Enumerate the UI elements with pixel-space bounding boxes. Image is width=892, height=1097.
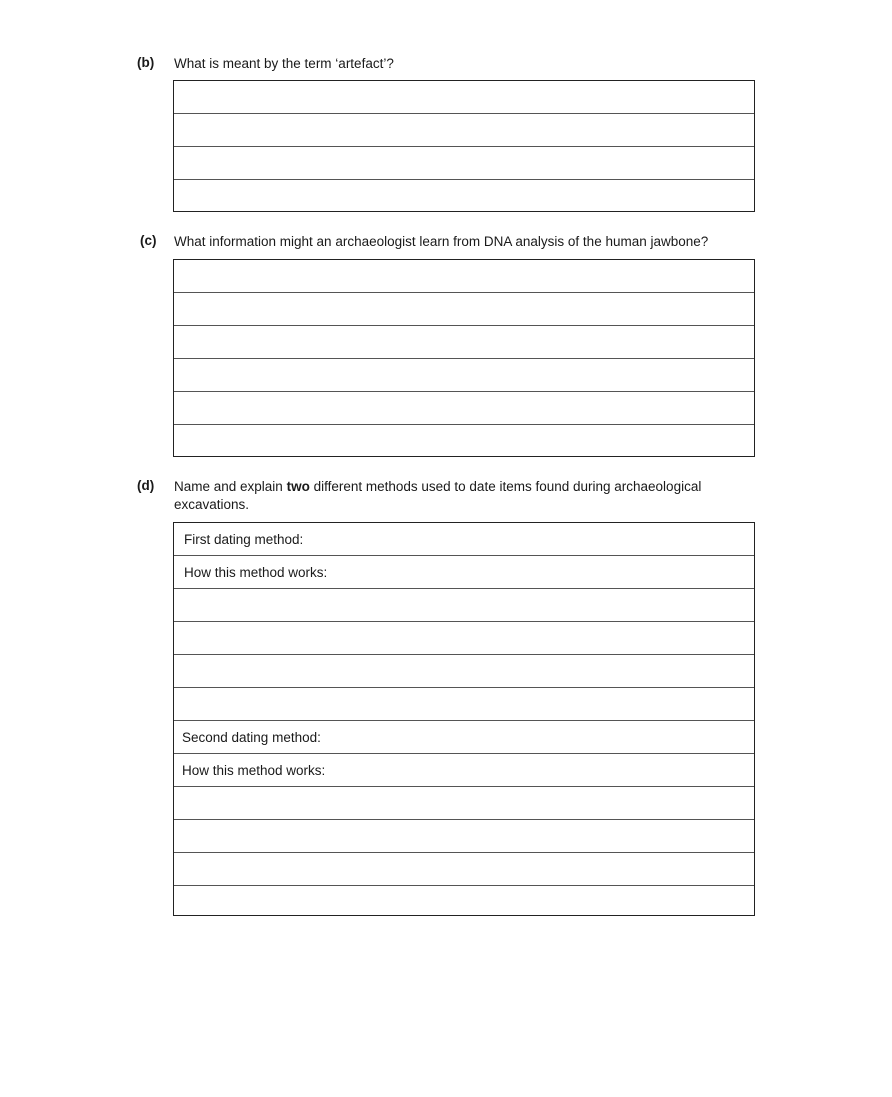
first-how-label: How this method works: — [184, 565, 328, 580]
answer-line[interactable] — [174, 359, 754, 392]
answer-line[interactable] — [174, 787, 754, 820]
answer-line[interactable] — [174, 293, 754, 326]
question-b-text: What is meant by the term ‘artefact’? — [174, 56, 394, 71]
answer-line[interactable] — [174, 425, 754, 458]
question-d-text-before: Name and explain — [174, 479, 287, 494]
answer-box-b — [173, 80, 755, 212]
second-how-field[interactable] — [174, 754, 754, 787]
answer-line[interactable] — [174, 589, 754, 622]
question-d-text-after: different methods used to date items found during archaeological excavations. — [174, 479, 702, 512]
answer-line[interactable] — [174, 147, 754, 180]
answer-box-c — [173, 259, 755, 457]
answer-line[interactable] — [174, 180, 754, 213]
answer-box-d — [173, 522, 755, 916]
first-method-label: First dating method: — [184, 532, 304, 547]
second-how-label: How this method works: — [182, 763, 326, 778]
first-method-field[interactable] — [174, 523, 754, 556]
question-d-text — [174, 478, 749, 514]
answer-line[interactable] — [174, 655, 754, 688]
answer-line[interactable] — [174, 260, 754, 293]
first-how-field[interactable] — [174, 556, 754, 589]
question-c-text: What information might an archaeologist learn from DNA analysis of the human jawbone? — [174, 234, 709, 249]
answer-line[interactable] — [174, 81, 754, 114]
second-method-field[interactable] — [174, 721, 754, 754]
answer-line[interactable] — [174, 688, 754, 721]
answer-line[interactable] — [174, 114, 754, 147]
answer-line[interactable] — [174, 392, 754, 425]
question-d-label: (d) — [137, 478, 155, 493]
question-b-label: (b) — [137, 55, 155, 70]
answer-line[interactable] — [174, 886, 754, 919]
answer-line[interactable] — [174, 326, 754, 359]
question-c-label: (c) — [140, 233, 157, 248]
answer-line[interactable] — [174, 853, 754, 886]
second-method-label: Second dating method: — [182, 730, 321, 745]
answer-line[interactable] — [174, 622, 754, 655]
question-d-text-bold: two — [286, 479, 310, 494]
answer-line[interactable] — [174, 820, 754, 853]
